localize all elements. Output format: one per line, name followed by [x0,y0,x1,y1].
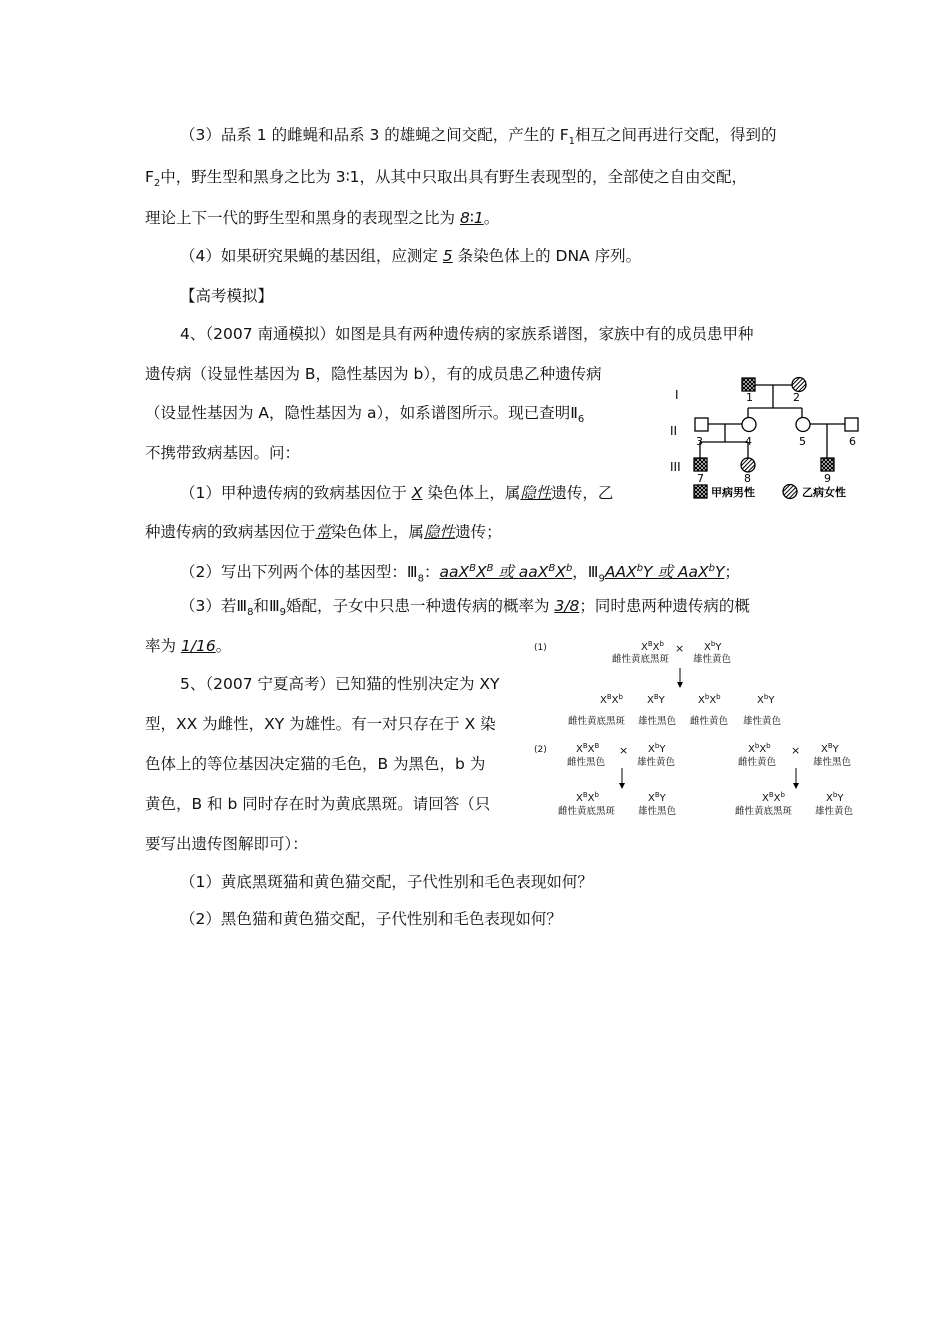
legend-a-label: 甲病男性 [711,486,755,499]
svg-text:雄性黄色: 雄性黄色 [637,757,676,768]
svg-text:(2): (2) [534,745,547,755]
individual-8 [741,458,755,472]
svg-text:×: × [619,744,629,757]
svg-text:9: 9 [824,472,831,485]
legend-b-label: 乙病女性 [802,486,846,499]
genotype-label: $X^bX^b$ [698,693,721,706]
p4-sub2: （2）写出下列两个体的基因型：$Ⅲ_8$：$aaX^BX^B$ 或 $aaX^BX^b$，$Ⅲ_9AAX^bY$ 或 AaX$^b$Y； [180,563,740,585]
individual-3 [695,418,708,431]
genotype-label: $X^bX^b$ [748,742,771,755]
svg-text:雄性黄色: 雄性黄色 [815,806,854,817]
svg-text:2: 2 [793,391,800,404]
p5-line2: 型，XX 为雌性，XY 为雄性。有一对只存在于 X 染 [145,715,496,733]
p4-sub3b: 率为 1/16。 [145,637,232,655]
individual-7 [694,458,707,471]
cross-diagram [530,638,865,823]
pedigree-chart [660,368,875,508]
q4-line: （4）如果研究果蝇的基因组，应测定 5 条染色体上的 DNA 序列。 [180,247,642,265]
svg-text:雌性黑色: 雌性黑色 [567,757,606,768]
svg-text:3: 3 [696,435,703,448]
q3-line1: （3）品系 1 的雌蝇和品系 3 的雄蝇之间交配，产生的 $F_1$相互之间再进行交配，得到的 [180,126,777,148]
individual-1 [742,378,755,391]
svg-text:(1): (1) [534,643,547,653]
svg-text:雌性黄底黑斑: 雌性黄底黑斑 [735,806,793,817]
svg-text:雌性黄底黑斑: 雌性黄底黑斑 [568,716,626,727]
svg-text:4: 4 [745,435,752,448]
genotype-label: $X^BX^b$ [576,791,599,804]
individual-2 [792,378,806,392]
legend-female-b-icon [783,485,797,499]
p5-line1: 5、（2007 宁夏高考）已知猫的性别决定为 XY [180,675,500,693]
p5-line3: 色体上的等位基因决定猫的毛色，B 为黑色，b 为 [145,755,486,773]
genotype-label: $X^bY$ [826,791,844,804]
genotype-label: $X^bY$ [704,640,722,653]
svg-text:8: 8 [744,472,751,485]
answer-genotype-9: AAX$^b$Y 或 AaX$^b$Y [604,563,725,582]
p5-line5: 要写出遗传图解即可）： [145,835,308,853]
svg-text:×: × [675,642,685,655]
genotype-label: $X^BX^b$ [641,640,664,653]
q3-line2: $F_2$中，野生型和黑身之比为 3∶1，从其中只取出具有野生表现型的，全部使之自由交配， [145,168,747,190]
gen-label-1: I [675,388,679,402]
genotype-label: $X^bY$ [757,693,775,706]
p4-sub1b: 种遗传病的致病基因位于常染色体上，属隐性遗传； [145,523,502,541]
p4-line2: 遗传病（设显性基因为 B，隐性基因为 b），有的成员患乙种遗传病 [145,365,602,383]
svg-text:雄性黑色: 雄性黑色 [638,806,677,817]
genotype-label: $X^BY$ [821,742,839,755]
p5-question2: （2）黑色猫和黄色猫交配，子代性别和毛色表现如何？ [180,910,562,928]
individual-4 [742,418,756,432]
individual-6 [845,418,858,431]
genotype-label: $X^bY$ [648,742,666,755]
genotype-label: $X^BY$ [647,693,665,706]
p4-line4: 不携带致病基因。问： [145,444,301,462]
p4-line1: 4、（2007 南通模拟）如图是具有两种遗传病的家族系谱图，家族中有的成员患甲种 [180,325,754,343]
genotype-label: $X^BY$ [648,791,666,804]
individual-5 [796,418,810,432]
q3-line3: 理论上下一代的野生型和黑身的表现型之比为 8∶1。 [145,209,500,227]
svg-text:雄性黄色: 雄性黄色 [743,716,782,727]
svg-text:1: 1 [746,391,753,404]
p4-sub3: （3）若$Ⅲ_8$和$Ⅲ_9$婚配，子女中只患一种遗传病的概率为 3/8；同时患两种遗传病的概 [180,597,750,619]
svg-text:雌性黄色: 雌性黄色 [738,757,777,768]
answer-ratio: 8∶1 [459,209,484,227]
genotype-label: $X^BX^B$ [576,742,600,755]
p4-line3: （设显性基因为 A，隐性基因为 a），如系谱图所示。现已查明$Ⅱ_6$ [145,404,585,426]
svg-text:5: 5 [799,435,806,448]
section-title: 【高考模拟】 [180,287,274,305]
legend-male-a-icon [694,485,707,498]
answer-genotype-8: $aaX^BX^B$ 或 $aaX^BX^b$ [439,563,573,582]
svg-text:6: 6 [849,435,856,448]
answer-chromosome-count: 5 [442,247,453,265]
p4-sub1: （1）甲种遗传病的致病基因位于 X 染色体上，属隐性遗传，乙 [180,484,614,502]
svg-text:×: × [791,744,801,757]
svg-text:雄性黑色: 雄性黑色 [638,716,677,727]
svg-text:雌性黄色: 雌性黄色 [690,716,729,727]
genotype-label: $X^BX^b$ [600,693,623,706]
svg-text:雄性黑色: 雄性黑色 [813,757,852,768]
gen-label-3: III [670,460,681,474]
svg-text:雌性黄底黑斑: 雌性黄底黑斑 [612,654,670,665]
p5-question1: （1）黄底黑斑猫和黄色猫交配，子代性别和毛色表现如何？ [180,873,593,891]
svg-text:7: 7 [697,472,704,485]
gen-label-2: II [670,424,678,438]
svg-text:雄性黄色: 雄性黄色 [693,654,732,665]
individual-9 [821,458,834,471]
p5-line4: 黄色，B 和 b 同时存在时为黄底黑斑。请回答（只 [145,795,491,813]
genotype-label: $X^BX^b$ [762,791,785,804]
svg-text:雌性黄底黑斑: 雌性黄底黑斑 [558,806,616,817]
